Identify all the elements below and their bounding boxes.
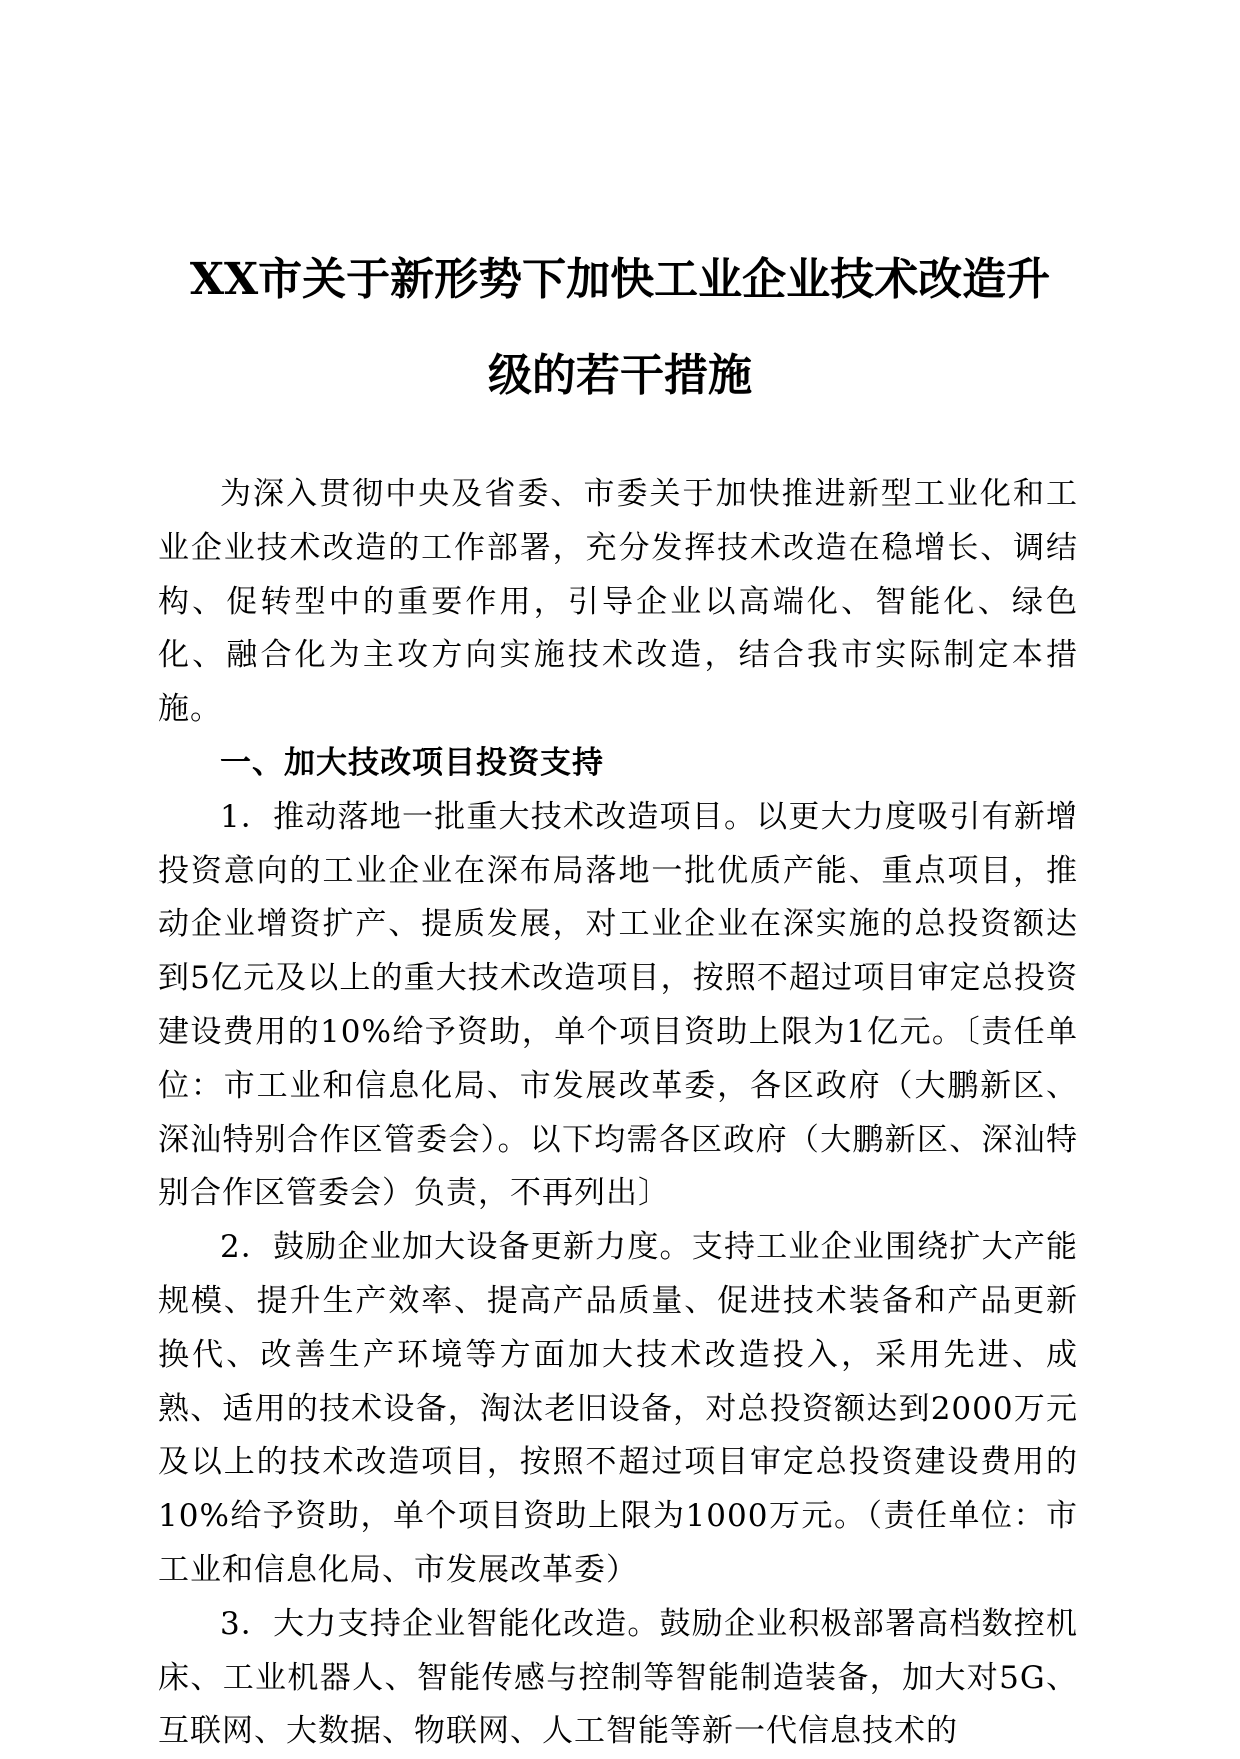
measure-item-2: 2．鼓励企业加大设备更新力度。支持工业企业围绕扩大产能规模、提升生产效率、提高产品质量、促进技术装备和产品更新换代、改善生产环境等方面加大技术改造投入，采用先进、成熟、适用的技术设备，淘汰老旧设备，对总投资额达到2000万元及以上的技术改造项目，按照不超过项目审定总投资建设费用的10%给予资助，单个项目资助上限为1000万元。（责任单位：市工业和信息化局、市发展改革委） — [158, 1229, 1078, 1588]
title-line-1: XX市关于新形势下加快工业企业技术改造升 — [189, 254, 1051, 305]
section-heading-1: 一、加大技改项目投资支持 — [220, 744, 604, 781]
document-title — [140, 232, 1100, 424]
title-line-2: 级的若干措施 — [488, 350, 752, 401]
measure-item-1: 1．推动落地一批重大技术改造项目。以更大力度吸引有新增投资意向的工业企业在深布局落地一批优质产能、重点项目，推动企业增资扩产、提质发展，对工业企业在深实施的总投资额达到5亿元及以上的重大技术改造项目，按照不超过项目审定总投资建设费用的10%给予资助，单个项目资助上限为1亿元。〔责任单位：市工业和信息化局、市发展改革委，各区政府（大鹏新区、深汕特别合作区管委会）。以下均需各区政府（大鹏新区、深汕特别合作区管委会）负责，不再列出〕 — [158, 798, 1078, 1212]
measure-item-3: 3．大力支持企业智能化改造。鼓励企业积极部署高档数控机床、工业机器人、智能传感与控制等智能制造装备，加大对5G、互联网、大数据、物联网、人工智能等新一代信息技术的 — [158, 1605, 1078, 1750]
intro-paragraph: 为深入贯彻中央及省委、市委关于加快推进新型工业化和工业企业技术改造的工作部署，充分发挥技术改造在稳增长、调结构、促转型中的重要作用，引导企业以高端化、智能化、绿色化、融合化为主攻方向实施技术改造，结合我市实际制定本措施。 — [158, 476, 1078, 728]
document-body — [158, 468, 1078, 1759]
